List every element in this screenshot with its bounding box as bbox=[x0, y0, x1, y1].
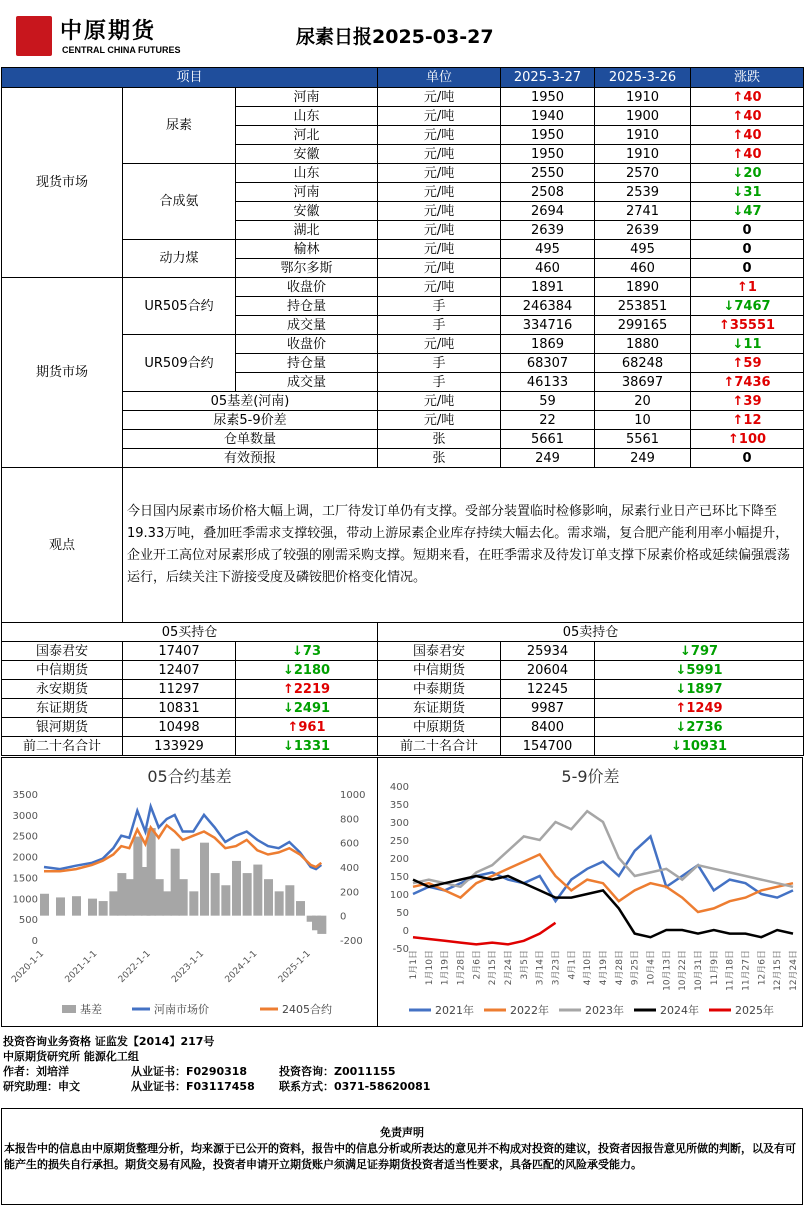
x-tick-label: 3月14日 bbox=[535, 950, 546, 986]
value-prev: 1900 bbox=[595, 107, 691, 126]
x-tick-label: 2021-1-1 bbox=[63, 949, 100, 986]
basis-bar bbox=[40, 894, 49, 916]
change-cell: ↓31 bbox=[691, 183, 804, 202]
section-futures: 期货市场 bbox=[2, 278, 123, 468]
value-prev: 1890 bbox=[595, 278, 691, 297]
unit: 元/吨 bbox=[378, 392, 501, 411]
x-tick-label: 10月31日 bbox=[694, 950, 704, 991]
y-tick-label: 300 bbox=[389, 818, 409, 829]
x-tick-label: 12月6日 bbox=[757, 950, 768, 986]
legend-label: 2025年 bbox=[735, 1004, 774, 1017]
unit: 手 bbox=[378, 297, 501, 316]
change-cell: ↓7467 bbox=[691, 297, 804, 316]
position-header-row bbox=[2, 623, 804, 642]
x-tick-label: 4月19日 bbox=[599, 950, 609, 986]
change-cell: ↑40 bbox=[691, 126, 804, 145]
x-tick-label: 2025-1-1 bbox=[276, 949, 313, 986]
value-prev: 1910 bbox=[595, 145, 691, 164]
basis-bar bbox=[296, 901, 305, 916]
x-tick-label: 4月1日 bbox=[567, 950, 578, 980]
position-value: 20604 bbox=[501, 661, 595, 680]
change-cell: ↑40 bbox=[691, 145, 804, 164]
metric: 持仓量 bbox=[236, 297, 378, 316]
legend-swatch bbox=[62, 1005, 76, 1013]
value-today: 1950 bbox=[501, 126, 595, 145]
y-tick-label: -50 bbox=[392, 944, 409, 955]
basis-bar bbox=[264, 879, 273, 915]
footer-qualification: 投资咨询业务资格 证监发【2014】217号 bbox=[3, 1035, 215, 1048]
y-left-tick-label: 0 bbox=[31, 936, 38, 947]
author: 作者：刘培洋 bbox=[3, 1065, 69, 1078]
basis-bar bbox=[243, 873, 252, 916]
x-tick-label: 2022-1-1 bbox=[116, 949, 153, 986]
change-cell: ↓797 bbox=[595, 642, 804, 661]
product-name: 尿素 bbox=[123, 88, 236, 164]
region: 榆林 bbox=[236, 240, 378, 259]
assistant-cert: 从业证书：F03117458 bbox=[131, 1080, 255, 1093]
logo-en: CENTRAL CHINA FUTURES bbox=[62, 45, 181, 55]
charts-area bbox=[1, 757, 803, 1027]
basis-bar bbox=[171, 849, 180, 916]
value-today: 1950 bbox=[501, 88, 595, 107]
basis-bar bbox=[232, 861, 241, 916]
region: 山东 bbox=[236, 164, 378, 183]
unit: 元/吨 bbox=[378, 126, 501, 145]
header-unit: 单位 bbox=[378, 68, 501, 88]
author-consult: 投资咨询：Z0011155 bbox=[279, 1065, 396, 1078]
author-cert: 从业证书：F0290318 bbox=[131, 1065, 248, 1078]
y-right-tick-label: 1000 bbox=[340, 790, 366, 801]
change-cell: ↑961 bbox=[236, 718, 378, 737]
region: 鄂尔多斯 bbox=[236, 259, 378, 278]
y-right-tick-label: 0 bbox=[340, 911, 347, 923]
x-tick-label: 12月24日 bbox=[789, 950, 799, 991]
position-row bbox=[2, 661, 804, 680]
broker-name: 永安期货 bbox=[2, 680, 123, 699]
value-prev: 495 bbox=[595, 240, 691, 259]
change-cell: ↑7436 bbox=[691, 373, 804, 392]
change-cell: ↓73 bbox=[236, 642, 378, 661]
table-header-row bbox=[2, 68, 804, 88]
change-cell: ↑40 bbox=[691, 88, 804, 107]
value-prev: 68248 bbox=[595, 354, 691, 373]
basis-bar bbox=[179, 879, 188, 915]
legend-label: 河南市场价 bbox=[154, 1003, 209, 1016]
unit: 元/吨 bbox=[378, 145, 501, 164]
metric: 成交量 bbox=[236, 373, 378, 392]
unit: 元/吨 bbox=[378, 183, 501, 202]
broker-name: 前二十名合计 bbox=[2, 737, 123, 756]
position-value: 12245 bbox=[501, 680, 595, 699]
value-today: 68307 bbox=[501, 354, 595, 373]
position-value: 17407 bbox=[123, 642, 236, 661]
change-cell: ↑1 bbox=[691, 278, 804, 297]
value-prev: 38697 bbox=[595, 373, 691, 392]
value-today: 246384 bbox=[501, 297, 595, 316]
unit: 张 bbox=[378, 430, 501, 449]
broker-name: 中信期货 bbox=[2, 661, 123, 680]
change-cell: ↑39 bbox=[691, 392, 804, 411]
x-tick-label: 10月13日 bbox=[662, 950, 673, 991]
value-today: 495 bbox=[501, 240, 595, 259]
y-right-tick-label: 400 bbox=[340, 863, 360, 874]
value-today: 1891 bbox=[501, 278, 595, 297]
value-prev: 10 bbox=[595, 411, 691, 430]
region: 山东 bbox=[236, 107, 378, 126]
x-tick-label: 2020-1-1 bbox=[10, 949, 47, 986]
unit: 元/吨 bbox=[378, 259, 501, 278]
broker-name: 东证期货 bbox=[378, 699, 501, 718]
value-today: 1869 bbox=[501, 335, 595, 354]
spread-chart-svg bbox=[379, 758, 802, 1026]
position-row bbox=[2, 699, 804, 718]
basis-bar bbox=[117, 873, 126, 916]
x-tick-label: 1月19日 bbox=[440, 950, 451, 986]
table-row bbox=[2, 392, 804, 411]
basis-bar bbox=[155, 879, 164, 915]
region: 安徽 bbox=[236, 145, 378, 164]
change-cell: ↑35551 bbox=[691, 316, 804, 335]
broker-name: 中信期货 bbox=[378, 661, 501, 680]
basis-bar bbox=[56, 897, 65, 915]
header-change: 涨跌 bbox=[691, 68, 804, 88]
y-right-tick-label: -200 bbox=[340, 936, 363, 947]
basis-bar bbox=[88, 899, 97, 916]
basis-bar bbox=[189, 891, 198, 915]
value-today: 249 bbox=[501, 449, 595, 468]
value-prev: 20 bbox=[595, 392, 691, 411]
position-table bbox=[1, 622, 804, 756]
legend-label: 基差 bbox=[80, 1003, 102, 1016]
buy-title: 05买持仓 bbox=[2, 623, 378, 642]
region: 河南 bbox=[236, 183, 378, 202]
y-left-tick-label: 2500 bbox=[12, 831, 38, 843]
position-value: 25934 bbox=[501, 642, 595, 661]
legend-label: 2405合约 bbox=[282, 1003, 332, 1016]
position-row bbox=[2, 718, 804, 737]
basis-chart bbox=[2, 758, 378, 1026]
unit: 元/吨 bbox=[378, 164, 501, 183]
change-cell: ↓2491 bbox=[236, 699, 378, 718]
metric: 05基差(河南) bbox=[123, 392, 378, 411]
region: 河北 bbox=[236, 126, 378, 145]
position-value: 12407 bbox=[123, 661, 236, 680]
value-prev: 299165 bbox=[595, 316, 691, 335]
position-value: 8400 bbox=[501, 718, 595, 737]
value-today: 1940 bbox=[501, 107, 595, 126]
value-prev: 2539 bbox=[595, 183, 691, 202]
metric: 尿素5-9价差 bbox=[123, 411, 378, 430]
x-tick-label: 4月28日 bbox=[614, 950, 625, 986]
basis-bar bbox=[285, 885, 294, 915]
position-value: 133929 bbox=[123, 737, 236, 756]
header-item: 项目 bbox=[2, 68, 378, 88]
change-cell: ↓1331 bbox=[236, 737, 378, 756]
metric: 持仓量 bbox=[236, 354, 378, 373]
change-cell: ↓5991 bbox=[595, 661, 804, 680]
report-header bbox=[0, 0, 804, 66]
value-prev: 253851 bbox=[595, 297, 691, 316]
y-left-tick-label: 500 bbox=[18, 915, 38, 927]
region: 湖北 bbox=[236, 221, 378, 240]
section-spot: 现货市场 bbox=[2, 88, 123, 278]
change-cell: 0 bbox=[691, 259, 804, 278]
product-name: 合成氨 bbox=[123, 164, 236, 240]
y-right-tick-label: 200 bbox=[340, 887, 360, 899]
y-tick-label: 200 bbox=[389, 854, 409, 865]
change-cell: ↑1249 bbox=[595, 699, 804, 718]
value-today: 2550 bbox=[501, 164, 595, 183]
value-prev: 2570 bbox=[595, 164, 691, 183]
value-prev: 2741 bbox=[595, 202, 691, 221]
x-tick-label: 2月6日 bbox=[472, 950, 483, 980]
market-table bbox=[1, 67, 804, 623]
y-tick-label: 250 bbox=[389, 836, 409, 847]
opinion-label: 观点 bbox=[2, 468, 123, 623]
unit: 手 bbox=[378, 373, 501, 392]
change-cell: ↑40 bbox=[691, 107, 804, 126]
x-tick-label: 9月25日 bbox=[630, 950, 641, 986]
basis-chart-svg bbox=[2, 758, 378, 1026]
broker-name: 前二十名合计 bbox=[378, 737, 501, 756]
basis-bar bbox=[221, 885, 230, 915]
disclaimer-text: 本报告中的信息由中原期货整理分析，均来源于已公开的资料，报告中的信息分析或所表达的意见并不构成对投资的建议，投资者因报告意见所做的判断，以及有可能产生的损失自行承担。期货交易有风险，投资者申请开立期货账户须满足证券期货投资者适当性要求，具备匹配的风险承受能力。 bbox=[4, 1142, 796, 1171]
x-tick-label: 11月27日 bbox=[741, 950, 752, 991]
broker-name: 银河期货 bbox=[2, 718, 123, 737]
opinion-text: 今日国内尿素市场价格大幅上调，工厂待发订单仍有支撑。受部分装置临时检修影响，尿素行业日产已环比下降至19.33万吨，叠加旺季需求支撑较强，带动上游尿素企业库存持续大幅去化。需求端，复合肥产能利用率小幅提升，企业开工高位对尿素形成了较强的刚需采购支撑。短期来看，在旺季需求及待发订单支撑下尿素价格或延续偏强震荡运行，后续关注下游接受度及磷铵肥价格变化情况。 bbox=[123, 468, 804, 623]
unit: 手 bbox=[378, 316, 501, 335]
legend-label: 2024年 bbox=[660, 1004, 699, 1017]
table-row bbox=[2, 88, 804, 107]
spread-chart-title: 5-9价差 bbox=[561, 767, 620, 786]
broker-name: 东证期货 bbox=[2, 699, 123, 718]
value-today: 1950 bbox=[501, 145, 595, 164]
x-tick-label: 4月10日 bbox=[583, 950, 594, 986]
x-tick-label: 2024-1-1 bbox=[223, 949, 260, 986]
value-prev: 460 bbox=[595, 259, 691, 278]
value-today: 2639 bbox=[501, 221, 595, 240]
report-title: 尿素日报2025-03-27 bbox=[296, 26, 494, 48]
x-tick-label: 2月15日 bbox=[488, 950, 499, 986]
legend-label: 2023年 bbox=[585, 1004, 624, 1017]
table-row bbox=[2, 240, 804, 259]
position-value: 10831 bbox=[123, 699, 236, 718]
x-tick-label: 2023-1-1 bbox=[170, 949, 207, 986]
series-line-3 bbox=[413, 876, 793, 937]
product-name: 动力煤 bbox=[123, 240, 236, 278]
position-value: 154700 bbox=[501, 737, 595, 756]
basis-bar bbox=[275, 891, 284, 915]
legend-label: 2022年 bbox=[510, 1004, 549, 1017]
y-left-tick-label: 3500 bbox=[12, 790, 38, 801]
region: 河南 bbox=[236, 88, 378, 107]
x-tick-label: 2月24日 bbox=[504, 950, 514, 986]
basis-bar bbox=[211, 873, 220, 916]
change-cell: ↓10931 bbox=[595, 737, 804, 756]
change-cell: ↓47 bbox=[691, 202, 804, 221]
value-prev: 5561 bbox=[595, 430, 691, 449]
basis-bar bbox=[109, 891, 118, 915]
table-row bbox=[2, 411, 804, 430]
unit: 元/吨 bbox=[378, 88, 501, 107]
opinion-row bbox=[2, 468, 804, 623]
series-line-4 bbox=[413, 923, 556, 945]
value-prev: 1910 bbox=[595, 126, 691, 145]
series-line-1 bbox=[44, 807, 321, 870]
x-tick-label: 10月4日 bbox=[646, 950, 657, 986]
y-tick-label: 50 bbox=[396, 908, 409, 919]
unit: 元/吨 bbox=[378, 411, 501, 430]
x-tick-label: 11月9日 bbox=[709, 950, 720, 986]
y-right-tick-label: 800 bbox=[340, 814, 360, 826]
change-cell: ↑12 bbox=[691, 411, 804, 430]
disclaimer-title: 免责声明 bbox=[380, 1126, 424, 1139]
unit: 元/吨 bbox=[378, 278, 501, 297]
spread-chart bbox=[379, 758, 802, 1026]
metric: 成交量 bbox=[236, 316, 378, 335]
unit: 元/吨 bbox=[378, 240, 501, 259]
broker-name: 国泰君安 bbox=[2, 642, 123, 661]
value-prev: 1910 bbox=[595, 88, 691, 107]
unit: 元/吨 bbox=[378, 107, 501, 126]
change-cell: ↓1897 bbox=[595, 680, 804, 699]
contract-name: UR509合约 bbox=[123, 335, 236, 392]
value-prev: 1880 bbox=[595, 335, 691, 354]
y-tick-label: 100 bbox=[389, 890, 409, 901]
y-tick-label: 0 bbox=[402, 926, 409, 937]
table-row bbox=[2, 278, 804, 297]
basis-bar bbox=[163, 891, 172, 915]
logo-cn: 中原期货 bbox=[60, 19, 157, 44]
basis-bar bbox=[253, 865, 262, 916]
value-today: 460 bbox=[501, 259, 595, 278]
metric: 收盘价 bbox=[236, 335, 378, 354]
x-tick-label: 12月15日 bbox=[773, 950, 784, 991]
value-today: 5661 bbox=[501, 430, 595, 449]
value-prev: 249 bbox=[595, 449, 691, 468]
y-right-tick-label: 600 bbox=[340, 838, 360, 850]
company-logo-icon bbox=[16, 16, 52, 56]
broker-name: 中泰期货 bbox=[378, 680, 501, 699]
value-today: 22 bbox=[501, 411, 595, 430]
x-tick-label: 11月18日 bbox=[725, 950, 736, 991]
change-cell: ↓2180 bbox=[236, 661, 378, 680]
value-today: 46133 bbox=[501, 373, 595, 392]
value-today: 59 bbox=[501, 392, 595, 411]
change-cell: ↑2219 bbox=[236, 680, 378, 699]
basis-bar bbox=[317, 916, 326, 934]
change-cell: 0 bbox=[691, 449, 804, 468]
metric: 收盘价 bbox=[236, 278, 378, 297]
x-tick-label: 1月28日 bbox=[456, 950, 467, 986]
table-row bbox=[2, 164, 804, 183]
unit: 元/吨 bbox=[378, 335, 501, 354]
position-row bbox=[2, 737, 804, 756]
x-tick-label: 1月10日 bbox=[424, 950, 435, 986]
report-footer bbox=[1, 1034, 803, 1106]
footer-institute: 中原期货研究所 能源化工组 bbox=[3, 1050, 139, 1063]
y-left-tick-label: 1000 bbox=[12, 894, 38, 906]
sell-title: 05卖持仓 bbox=[378, 623, 804, 642]
basis-bar bbox=[200, 843, 209, 916]
header-date1: 2025-3-27 bbox=[501, 68, 595, 88]
unit: 张 bbox=[378, 449, 501, 468]
value-prev: 2639 bbox=[595, 221, 691, 240]
contract-name: UR505合约 bbox=[123, 278, 236, 335]
position-row bbox=[2, 680, 804, 699]
broker-name: 国泰君安 bbox=[378, 642, 501, 661]
change-cell: 0 bbox=[691, 240, 804, 259]
x-tick-label: 1月1日 bbox=[409, 950, 419, 980]
y-tick-label: 350 bbox=[389, 800, 409, 811]
position-value: 10498 bbox=[123, 718, 236, 737]
basis-chart-title: 05合约基差 bbox=[147, 767, 232, 786]
metric: 仓单数量 bbox=[123, 430, 378, 449]
unit: 元/吨 bbox=[378, 202, 501, 221]
position-row bbox=[2, 642, 804, 661]
change-cell: 0 bbox=[691, 221, 804, 240]
table-row bbox=[2, 430, 804, 449]
y-left-tick-label: 3000 bbox=[12, 810, 38, 822]
y-left-tick-label: 2000 bbox=[12, 852, 38, 864]
table-row bbox=[2, 449, 804, 468]
value-today: 2694 bbox=[501, 202, 595, 221]
y-tick-label: 400 bbox=[389, 782, 409, 793]
region: 安徽 bbox=[236, 202, 378, 221]
assistant: 研究助理：申文 bbox=[3, 1080, 80, 1093]
basis-bar bbox=[133, 837, 142, 916]
table-row bbox=[2, 335, 804, 354]
position-value: 9987 bbox=[501, 699, 595, 718]
header-date2: 2025-3-26 bbox=[595, 68, 691, 88]
basis-bar bbox=[72, 896, 81, 915]
unit: 元/吨 bbox=[378, 221, 501, 240]
legend-label: 2021年 bbox=[435, 1004, 474, 1017]
x-tick-label: 3月5日 bbox=[519, 950, 530, 980]
change-cell: ↓2736 bbox=[595, 718, 804, 737]
position-value: 11297 bbox=[123, 680, 236, 699]
change-cell: ↑59 bbox=[691, 354, 804, 373]
value-today: 2508 bbox=[501, 183, 595, 202]
x-tick-label: 3月23日 bbox=[551, 950, 562, 986]
contact: 联系方式：0371-58620081 bbox=[279, 1080, 431, 1093]
y-left-tick-label: 1500 bbox=[12, 873, 38, 885]
disclaimer bbox=[1, 1108, 803, 1205]
broker-name: 中原期货 bbox=[378, 718, 501, 737]
change-cell: ↓20 bbox=[691, 164, 804, 183]
change-cell: ↓11 bbox=[691, 335, 804, 354]
change-cell: ↑100 bbox=[691, 430, 804, 449]
series-line-2 bbox=[413, 811, 793, 887]
basis-bar bbox=[147, 828, 156, 916]
y-tick-label: 150 bbox=[389, 872, 409, 883]
value-today: 334716 bbox=[501, 316, 595, 335]
unit: 手 bbox=[378, 354, 501, 373]
metric: 有效预报 bbox=[123, 449, 378, 468]
x-tick-label: 10月22日 bbox=[678, 950, 689, 991]
basis-bar bbox=[99, 901, 108, 916]
basis-bar bbox=[125, 879, 134, 915]
